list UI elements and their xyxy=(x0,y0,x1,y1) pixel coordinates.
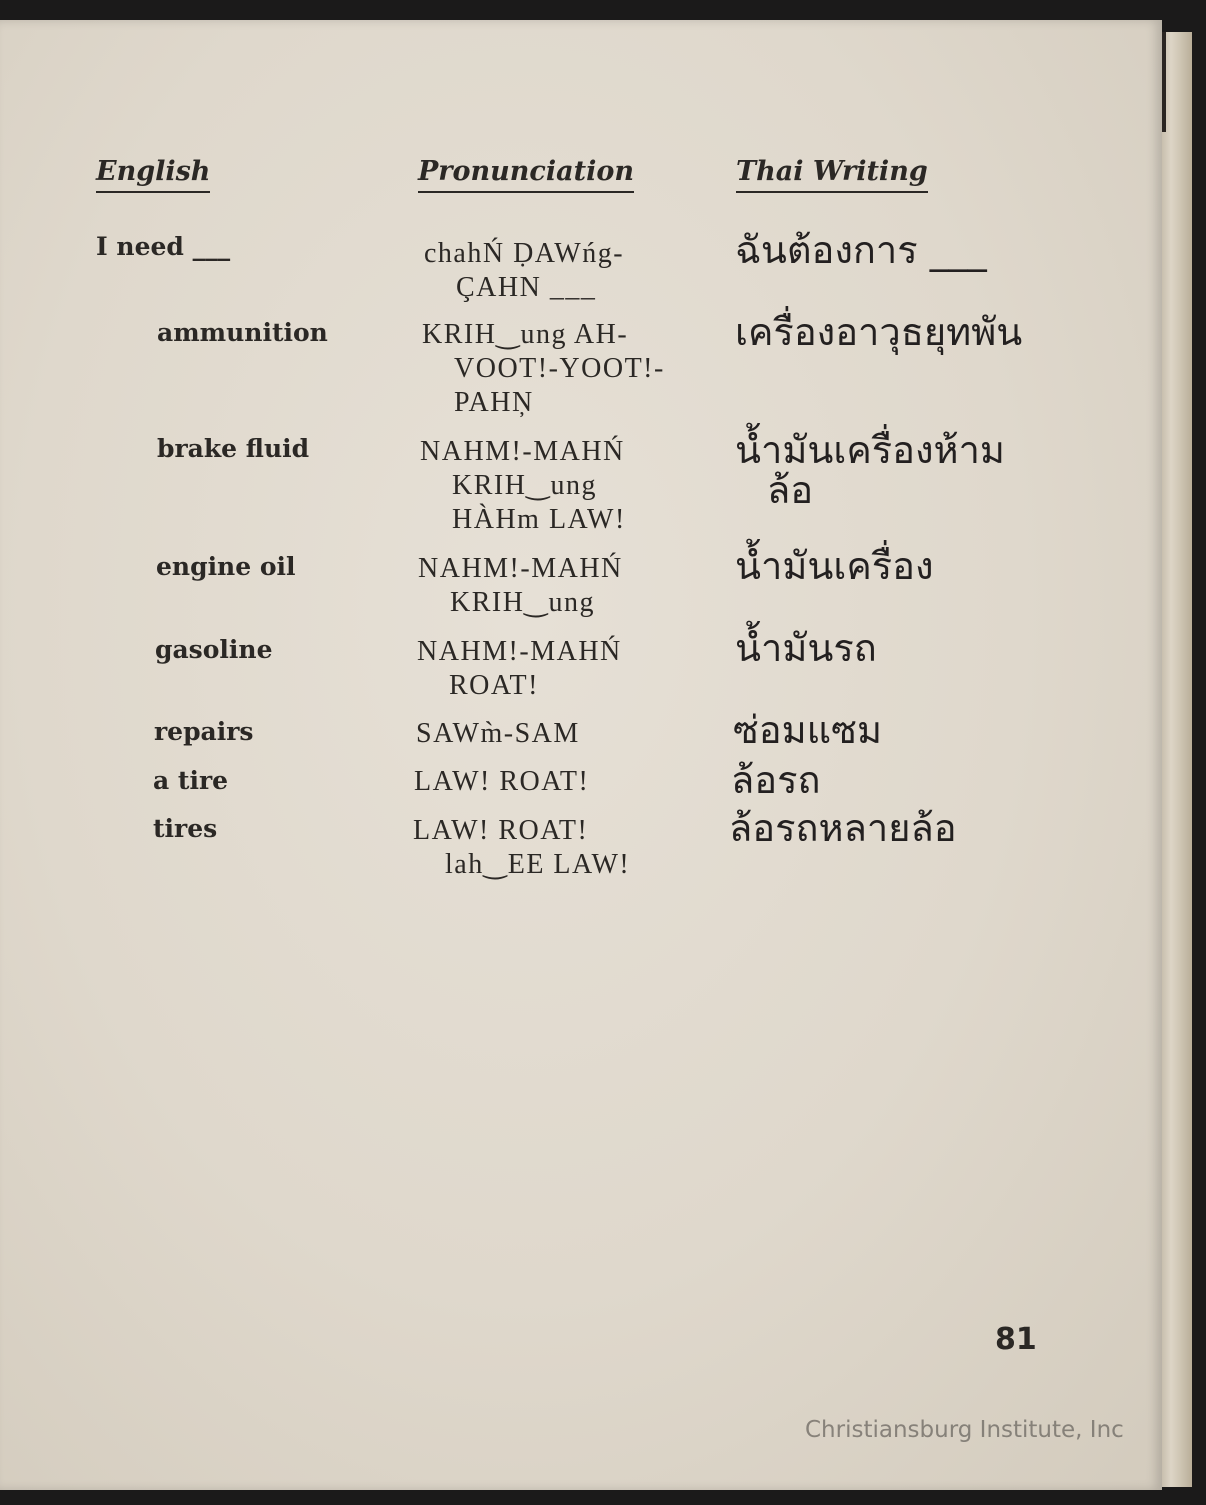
pronunciation xyxy=(422,318,665,420)
english-term: I need ___ xyxy=(96,232,231,261)
header-thai-writing: Thai Writing xyxy=(736,156,928,193)
english-term: tires xyxy=(153,814,218,843)
pronunciation xyxy=(424,237,624,305)
pronunciation-line: NAHM!-MAHŃ xyxy=(418,553,623,584)
thai-writing: ล้อรถ xyxy=(731,758,821,802)
pronunciation-line: LAW! ROAT! xyxy=(413,815,589,846)
english-term: brake fluid xyxy=(157,434,310,463)
pronunciation-line: VOOT!-YOOT!- xyxy=(454,353,665,384)
thai-line: ล้อ xyxy=(767,468,814,512)
pronunciation xyxy=(417,635,622,703)
thai-writing: น้ำมันเครื่อง xyxy=(735,544,934,588)
thai-writing: ล้อรถหลายล้อ xyxy=(729,806,957,850)
thai-line: น้ำมันเครื่องห้าม xyxy=(735,428,1005,472)
watermark: Christiansburg Institute, Inc xyxy=(805,1417,1124,1443)
pronunciation xyxy=(418,552,623,620)
pronunciation-line: NAHM!-MAHŃ xyxy=(417,636,622,667)
thai-writing: ซ่อมแซม xyxy=(733,708,882,752)
pronunciation-line: PAHŅ xyxy=(454,387,534,418)
pronunciation-line: LAW! ROAT! xyxy=(414,766,590,797)
page-number: 81 xyxy=(995,1322,1037,1357)
pronunciation xyxy=(413,814,630,882)
thai-writing xyxy=(735,430,1005,510)
header-pronunciation: Pronunciation xyxy=(418,156,634,193)
pronunciation-line: SAWm̀-SAM xyxy=(416,718,580,749)
english-term: a tire xyxy=(153,766,229,795)
pronunciation-line: KRIH‿ung AH- xyxy=(422,319,629,350)
pronunciation-line: chahŃ ḌAWńg- xyxy=(424,238,625,269)
pronunciation xyxy=(414,765,589,799)
english-term: engine oil xyxy=(156,552,296,581)
page-edge xyxy=(1162,32,1192,1487)
pronunciation-line: KRIH‿ung xyxy=(450,587,595,618)
header-english: English xyxy=(96,156,210,193)
english-term: ammunition xyxy=(157,318,328,347)
english-term: repairs xyxy=(154,717,254,746)
pronunciation xyxy=(420,435,626,537)
thai-writing: ฉันต้องการ ___ xyxy=(735,228,987,272)
thai-writing: เครื่องอาวุธยุทพัน xyxy=(735,310,1023,354)
pronunciation-line: ÇAHN ___ xyxy=(456,272,597,303)
pronunciation-line: HÀHm LAW! xyxy=(452,504,626,535)
english-term: gasoline xyxy=(155,635,273,664)
pronunciation-line: ROAT! xyxy=(449,670,539,701)
thai-writing: น้ำมันรถ xyxy=(735,626,877,670)
pronunciation xyxy=(416,717,580,751)
pronunciation-line: NAHM!-MAHŃ xyxy=(420,436,625,467)
pronunciation-line: lah‿EE LAW! xyxy=(445,849,631,880)
pronunciation-line: KRIH‿ung xyxy=(452,470,597,501)
